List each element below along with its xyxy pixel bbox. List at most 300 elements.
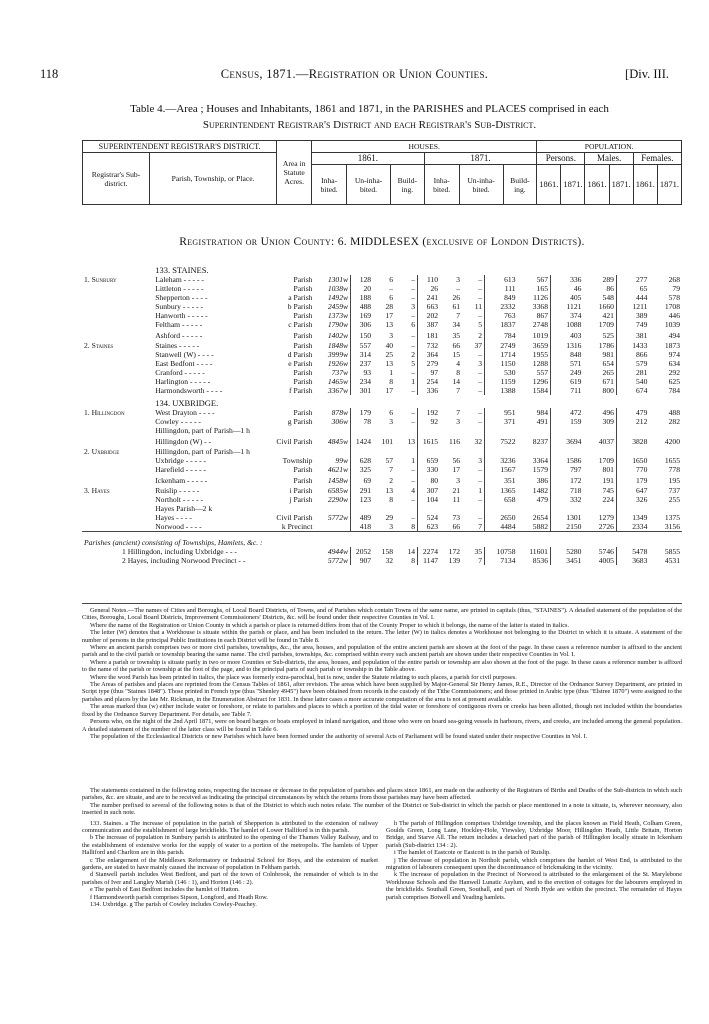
f71-cell: 1873 <box>664 341 680 350</box>
col-males-1861: 1861. <box>585 165 609 205</box>
m71-cell: 801 <box>602 465 614 474</box>
h71-cell: 307 <box>418 486 441 495</box>
col-superintendent-district: SUPERINTENDENT REGISTRAR'S DISTRICT. <box>83 141 277 153</box>
p71-cell: 984 <box>536 408 548 417</box>
f61-cell: 444 <box>616 293 649 302</box>
parish-name: Hillingdon (W) - - <box>155 436 212 446</box>
f61-cell <box>616 504 649 513</box>
h71-cell: 92 <box>418 417 441 426</box>
u71-cell: 73 <box>452 513 461 522</box>
u61-cell: 6 <box>389 275 394 284</box>
h71-cell <box>418 426 441 435</box>
parish-name: Hillingdon, part of Parish—1 h <box>155 426 250 435</box>
u61-cell: 6 <box>389 293 394 302</box>
note-paragraph: 134. Uxbridge. g The parish of Cowley includes Cowley-Peachey. <box>90 901 257 909</box>
h61-cell: 325 <box>359 465 372 474</box>
h71-cell: 279 <box>418 359 441 368</box>
note-paragraph: The letter (W) denotes that a Workhouse is situate within the parish or place, and has been included in the return. The letter (W) in italics denotes a Workhouse not belonging to the District in which it is situate. A statement of the number of persons in the principal Public Institutions in each District will be found in Table 8. <box>82 629 682 644</box>
f71-cell: 578 <box>668 293 680 302</box>
b61-cell: – <box>411 386 416 395</box>
u71-cell: 7 <box>456 408 461 417</box>
general-notes-list <box>82 607 682 740</box>
subdistrict-cell <box>82 329 153 341</box>
b61-cell: 14 <box>407 547 416 556</box>
table-row <box>82 320 682 329</box>
subdistrict-cell <box>82 456 153 465</box>
p61-cell: 1567 <box>485 465 518 474</box>
parish-type: a Parish <box>288 293 313 302</box>
f61-cell: 3828 <box>616 435 649 447</box>
f61-cell: 65 <box>616 284 649 293</box>
parish-cell <box>153 329 314 341</box>
m61-cell: 619 <box>550 377 583 386</box>
table-row <box>82 522 682 532</box>
b61-cell: 2 <box>411 350 416 359</box>
subdistrict-cell <box>82 377 153 386</box>
parish-name: Harefield - - - - - <box>155 465 207 474</box>
note-paragraph: The number prefixed to several of the following notes is that of the District to which such notes relate. The number of the District or Sub-district in which the parish or place mentioned in a note is situate, is, wherever necessary, also inserted in such note. <box>82 801 682 817</box>
u71-cell: 35 <box>452 330 461 340</box>
b71-cell: 37 <box>474 341 483 350</box>
h61-cell: 150 <box>359 330 372 340</box>
h71-cell: 524 <box>418 513 441 522</box>
area-cell: 5772w <box>314 513 350 522</box>
u61-cell: 17 <box>385 311 394 320</box>
parish-cell <box>153 386 314 395</box>
table-row <box>82 377 682 386</box>
m61-cell <box>550 504 583 513</box>
note-paragraph: i The hamlet of Eastcote or Eastcott is in the parish of Ruislip. <box>394 849 551 857</box>
p61-cell: 3236 <box>485 456 518 465</box>
parish-type: k Precinct <box>281 522 313 531</box>
p71-cell <box>518 447 551 456</box>
m71-cell: 265 <box>602 368 614 377</box>
area-cell: 3367w <box>314 386 350 395</box>
p71-cell: 8237 <box>532 436 548 446</box>
data-table-body <box>82 262 682 565</box>
f61-cell: 1211 <box>616 302 649 311</box>
p71-cell: 1126 <box>533 293 548 302</box>
table-row <box>82 302 682 311</box>
parish-name: Norwood - - - - <box>155 522 202 531</box>
b61-cell: – <box>411 341 416 350</box>
parish-name: Uxbridge - - - - - <box>155 456 207 465</box>
h61-cell: 907 <box>359 556 372 565</box>
f61-cell: 540 <box>616 377 649 386</box>
h71-cell <box>418 504 441 513</box>
col-inhabited-1861: Inha-bited. <box>312 165 347 205</box>
column-header-table <box>82 140 682 205</box>
parish-type: Parish <box>293 275 313 284</box>
parish-type: Parish <box>293 465 313 474</box>
col-registrar-subdistrict: Registrar's Sub-district. <box>83 153 150 205</box>
u71-cell: 3 <box>456 417 461 426</box>
note-paragraph: The areas marked thus (w) either include water or foreshore, or relate to parishes and places to which a portion of the tidal water or foreshore of contiguous rivers or creeks has been allotted, though not included within the boundaries fixed by the Ordnance Survey Department. For details, see Table 7. <box>82 703 682 718</box>
table-row <box>82 426 682 435</box>
parish-cell <box>153 435 314 447</box>
table-row <box>82 275 682 284</box>
u71-cell: 17 <box>452 465 461 474</box>
u61-cell: 3 <box>389 417 394 426</box>
f71-cell: 488 <box>668 408 680 417</box>
u71-cell: 21 <box>452 486 461 495</box>
p71-cell: 557 <box>536 368 548 377</box>
p71-cell: 3659 <box>532 341 548 350</box>
p71-cell <box>518 426 551 435</box>
u61-cell: 2 <box>389 475 394 485</box>
p61-cell: 7522 <box>485 435 518 447</box>
u71-cell: 116 <box>448 436 461 446</box>
col-uninhabited-1861: Un-inha-bited. <box>347 165 391 205</box>
u71-cell: 26 <box>452 293 461 302</box>
u61-cell: 13 <box>385 359 394 368</box>
h71-cell <box>418 447 441 456</box>
subdistrict-cell <box>82 522 153 532</box>
p61-cell: 2650 <box>485 513 518 522</box>
section-title: Registration or Union County: 6. MIDDLESEX (exclusive of London Districts). <box>179 236 585 248</box>
subdistrict-cell <box>82 504 153 513</box>
u61-cell: 7 <box>389 465 394 474</box>
b71-cell <box>462 426 485 435</box>
b61-cell: – <box>411 368 416 377</box>
h61-cell: 628 <box>359 456 372 465</box>
f71-cell: 268 <box>668 275 680 284</box>
ancient-title-row <box>82 532 682 548</box>
subdistrict-cell <box>82 474 153 486</box>
parish-cell <box>153 275 314 284</box>
h71-cell: 202 <box>418 311 441 320</box>
table-row <box>82 456 682 465</box>
h61-cell: 2052 <box>355 547 372 556</box>
p61-cell: 351 <box>485 474 518 486</box>
parish-type: c Parish <box>288 320 313 329</box>
area-cell: 1458w <box>314 474 350 486</box>
f61-cell: 770 <box>616 465 649 474</box>
h61-cell: 306 <box>359 320 372 329</box>
p71-cell: 1482 <box>532 486 548 495</box>
b71-cell: 32 <box>474 436 483 446</box>
table-row <box>82 368 682 377</box>
h71-cell: 97 <box>418 368 441 377</box>
area-cell: 3999w <box>314 350 350 359</box>
subdistrict-cell <box>82 417 153 426</box>
parish-type: Parish <box>293 475 313 485</box>
parish-type: f Parish <box>289 386 313 395</box>
col-houses-1861: 1861. <box>312 153 425 165</box>
b61-cell: – <box>411 495 416 504</box>
parish-cell <box>153 513 314 522</box>
col-females: Females. <box>633 153 681 165</box>
col-houses: HOUSES. <box>312 141 537 153</box>
m61-cell: 172 <box>550 474 583 486</box>
parish-cell <box>153 465 314 474</box>
area-cell <box>314 426 350 435</box>
u61-cell: 158 <box>381 547 394 556</box>
b61-cell: 8 <box>411 522 416 531</box>
area-cell: 306w <box>314 417 350 426</box>
f61-cell: 2334 <box>616 522 649 532</box>
f71-cell: 446 <box>668 311 680 320</box>
parish-type: Township <box>282 456 313 465</box>
m61-cell: 46 <box>550 284 583 293</box>
p71-cell: 1296 <box>532 377 548 386</box>
note-paragraph: The Areas of parishes and places are reprinted from the Census Tables of 1861, after revision. The areas which have been supplied by Major-General Sir Henry James, R.E., Director of the Ordnance Survey Department, are printed in Script type (thus "Staines 1848"). Those printed in French type (thus "Shenley 4945") have been obtained from records in the custody of the Tithe Commissioners; and those printed in Arabic type (thus "Elstree 1870") were assigned to the parishes and places by the late Mr. Rickman, in the Enumeration Abstract for 1831. In these latter cases a more accurate computation of the area is not at present available. <box>82 681 682 703</box>
p71-cell: 867 <box>536 311 548 320</box>
h71-cell: 387 <box>418 320 441 329</box>
h61-cell: 314 <box>359 350 372 359</box>
parish-name: Littleton - - - - - <box>155 284 204 293</box>
f61-cell: 381 <box>616 329 649 341</box>
table-row <box>82 417 682 426</box>
b61-cell: 8 <box>411 556 416 565</box>
p71-cell: 2748 <box>532 320 548 329</box>
parish-type: Parish <box>293 368 313 377</box>
area-cell: 1465w <box>314 377 350 386</box>
parish-type: i Parish <box>289 486 313 495</box>
p61-cell <box>485 426 518 435</box>
area-cell: 4845w <box>314 435 350 447</box>
parish-cell <box>153 504 314 513</box>
ancient-row <box>82 547 682 556</box>
b71-cell: 7 <box>478 522 483 531</box>
b61-cell: 3 <box>411 302 416 311</box>
area-cell <box>314 522 350 532</box>
b71-cell: – <box>478 386 483 395</box>
table-row <box>82 486 682 495</box>
subdistrict-cell <box>82 359 153 368</box>
subdistrict-cell: 1. Sunbury <box>84 275 117 284</box>
col-inhabited-1871: Inha-bited. <box>424 165 459 205</box>
parish-name: Ashford - - - - - <box>155 330 203 340</box>
f61-cell: 579 <box>616 359 649 368</box>
parish-name: Hillingdon, part of Parish—1 h <box>155 447 250 456</box>
u71-cell: 3 <box>456 475 461 485</box>
u71-cell: 66 <box>452 341 461 350</box>
note-paragraph: Where the name of the Registration or Union County in which a parish or place is returned differs from that of the County Proper to which it belongs, the name of the latter is stated in italics. <box>90 621 570 629</box>
parish-name: East Bedfont - - - - <box>155 359 213 368</box>
note-paragraph: Persons who, on the night of the 2nd April 1871, were on board barges or boats employed in inland navigation, and those who were on board sea-going vessels in harbours, rivers, and creeks, are included among the general population. A detailed statement of the number of the latter class will be found in Table 6. <box>82 718 682 733</box>
col-females-1861: 1861. <box>633 165 657 205</box>
spacer-cell <box>82 395 153 408</box>
h71-cell: 241 <box>418 293 441 302</box>
table-row <box>82 293 682 302</box>
parish-type: e Parish <box>288 359 313 368</box>
h61-cell: 488 <box>359 302 372 311</box>
col-persons-1871: 1871. <box>561 165 585 205</box>
right-notes-column <box>386 820 682 909</box>
group-title-row <box>82 395 682 408</box>
u61-cell: 8 <box>389 377 394 386</box>
h61-cell: 234 <box>359 377 372 386</box>
parish-name: Northolt - - - - - <box>155 495 204 504</box>
f71-cell: 974 <box>668 350 680 359</box>
p61-cell: 849 <box>485 293 518 302</box>
divider <box>82 603 682 604</box>
f71-cell: 737 <box>668 486 680 495</box>
f71-cell: 255 <box>668 495 680 504</box>
b71-cell: – <box>478 495 483 504</box>
m71-cell <box>583 447 616 456</box>
parish-name: Staines - - - - - <box>155 341 200 350</box>
parish-type: Parish <box>293 311 313 320</box>
parish-name: Feltham - - - - - <box>155 320 203 329</box>
h61-cell: 69 <box>363 475 372 485</box>
h61-cell: 123 <box>359 495 372 504</box>
f71-cell: 1375 <box>664 513 680 522</box>
b61-cell: – <box>411 513 416 522</box>
note-paragraph: c The enlargement of the Middlesex Reformatory or Industrial School for Boys, and the extension of market gardens, are stated to have mainly caused the increase of population in Feltham parish. <box>82 856 378 872</box>
parish-name: Stanwell (W) - - - - <box>155 350 214 359</box>
b71-cell: 3 <box>478 456 483 465</box>
m71-cell: 224 <box>602 495 614 504</box>
u71-cell: 8 <box>456 368 461 377</box>
parish-name: Hanworth - - - - - <box>155 311 208 320</box>
b71-cell: 5 <box>478 320 483 329</box>
p71-cell: 3368 <box>532 302 548 311</box>
table-row <box>82 435 682 447</box>
m71-cell: 309 <box>602 417 614 426</box>
u71-cell: 15 <box>452 350 461 359</box>
m61-cell: 3694 <box>550 435 583 447</box>
ancient-name: 2 Hayes, including Norwood Precinct - - <box>122 556 246 565</box>
note-paragraph: The population of the Ecclesiastical Districts or new Parishes which have been formed under the authority of several Acts of Parliament will be found stated under their respective Counties in Vol. I. <box>90 732 588 740</box>
m61-cell: 405 <box>550 293 583 302</box>
u61-cell <box>373 447 395 456</box>
table-row <box>82 359 682 368</box>
col-males: Males. <box>585 153 633 165</box>
f61-cell <box>616 447 649 456</box>
f71-cell: 4531 <box>664 556 680 565</box>
col-persons: Persons. <box>537 153 585 165</box>
h71-cell: 254 <box>418 377 441 386</box>
table-row <box>82 513 682 522</box>
u61-cell: 3 <box>389 522 394 531</box>
m61-cell: 2150 <box>550 522 583 532</box>
p61-cell: 10758 <box>485 547 518 556</box>
parish-cell <box>153 474 314 486</box>
p71-cell: 1955 <box>532 350 548 359</box>
p71-cell: 3364 <box>532 456 548 465</box>
u61-cell: – <box>389 284 394 293</box>
table-row <box>82 495 682 504</box>
area-cell: 1038w <box>314 284 350 293</box>
notes-columns <box>82 820 682 909</box>
u71-cell: 56 <box>452 456 461 465</box>
h71-cell: 110 <box>418 275 441 284</box>
m71-cell: 1786 <box>598 341 614 350</box>
parish-name: Ruislip - - - - - <box>155 486 200 495</box>
note-paragraph: d Stanwell parish includes West Bedfont, and part of the town of Colnbrook, the remainder of which is in the parishes of Iver and Langley Marish (146 : 1), and Horton (146 : 2). <box>82 871 378 886</box>
u71-cell: 4 <box>456 359 461 368</box>
m71-cell: 1279 <box>598 513 614 522</box>
data-table <box>82 262 682 565</box>
parish-type: Parish <box>293 408 313 417</box>
col-houses-1871: 1871. <box>424 153 537 165</box>
p61-cell: 951 <box>485 408 518 417</box>
page-number: 118 <box>40 67 59 81</box>
p71-cell <box>518 504 551 513</box>
u61-cell: 3 <box>389 330 394 340</box>
subdistrict-cell <box>82 350 153 359</box>
p61-cell <box>485 504 518 513</box>
u61-cell: 32 <box>385 556 394 565</box>
m71-cell <box>583 504 616 513</box>
m61-cell: 571 <box>550 359 583 368</box>
m71-cell: 671 <box>602 377 614 386</box>
h61-cell: 489 <box>359 513 372 522</box>
parish-cell <box>153 377 314 386</box>
f71-cell: 778 <box>668 465 680 474</box>
parish-name: West Drayton - - - - <box>155 408 215 417</box>
h61-cell: 1424 <box>355 436 372 446</box>
b61-cell: – <box>411 293 416 302</box>
h71-cell: 623 <box>418 522 441 532</box>
p71-cell: 1288 <box>532 359 548 368</box>
m71-cell: 421 <box>602 311 614 320</box>
note-paragraph: Where an ancient parish comprises two or more civil parishes, townships, &c., the area, houses, and population of the entire ancient parish are shown at the foot of the page. In these cases a reference number is affixed to the ancient parish and to the civil parish or township bearing the same name. The civil parishes, townships, &c. comprised within every such ancient parish are shown under their respective Counties in Vol. I. <box>82 644 682 659</box>
f61-cell: 866 <box>616 350 649 359</box>
f61-cell: 326 <box>616 495 649 504</box>
f71-cell <box>649 447 682 456</box>
col-uninhabited-1871: Un-inha-bited. <box>459 165 503 205</box>
f61-cell: 749 <box>616 320 649 329</box>
b71-cell: – <box>478 417 483 426</box>
h71-cell: 364 <box>418 350 441 359</box>
b71-cell <box>462 447 485 456</box>
subdistrict-cell: 1. Hillingdon <box>84 408 125 417</box>
col-persons-1861: 1861. <box>537 165 561 205</box>
m61-cell: 1301 <box>550 513 583 522</box>
b61-cell: – <box>411 465 416 474</box>
u61-cell: 28 <box>385 302 394 311</box>
u61-cell: 1 <box>389 368 394 377</box>
parish-cell <box>153 408 314 417</box>
f61-cell: 389 <box>616 311 649 320</box>
h61-cell: 128 <box>359 275 372 284</box>
subdistrict-cell <box>82 368 153 377</box>
f71-cell: 634 <box>668 359 680 368</box>
p61-cell: 784 <box>485 329 518 341</box>
parish-cell <box>153 522 314 532</box>
parish-type: b Parish <box>287 302 313 311</box>
f61-cell: 479 <box>616 408 649 417</box>
parish-cell <box>153 311 314 320</box>
parish-cell <box>153 447 314 456</box>
m61-cell: 1088 <box>550 320 583 329</box>
m71-cell: 745 <box>602 486 614 495</box>
parish-type: Parish <box>293 284 313 293</box>
col-building-1861: Build-ing. <box>391 165 425 205</box>
left-notes-column <box>82 820 378 909</box>
note-paragraph: The statements contained in the following notes, respecting the increase or decrease in the population of parishes and places since 1861, are made on the authority of the Registrars of Births and Deaths of the Sub-districts in which such parishes, &c. are situate, and are to be received as indicating the principal circumstances by which the returns from those parishes may have been affected. <box>82 787 682 802</box>
b71-cell: – <box>478 368 483 377</box>
m61-cell: 159 <box>550 417 583 426</box>
area-cell: 1790w <box>314 320 350 329</box>
u71-cell <box>440 447 462 456</box>
p61-cell: 658 <box>485 495 518 504</box>
f71-cell: 3156 <box>664 522 680 531</box>
p61-cell: 4484 <box>485 522 518 532</box>
u61-cell <box>373 426 395 435</box>
f71-cell: 5855 <box>664 547 680 556</box>
parish-cell <box>153 302 314 311</box>
parish-name: Cowley - - - - - <box>155 417 201 426</box>
b61-cell: 1 <box>411 377 416 386</box>
u61-cell: 13 <box>385 486 394 495</box>
m71-cell: 191 <box>602 475 614 485</box>
b71-cell: 2 <box>478 330 483 340</box>
m61-cell: 3451 <box>550 556 583 565</box>
